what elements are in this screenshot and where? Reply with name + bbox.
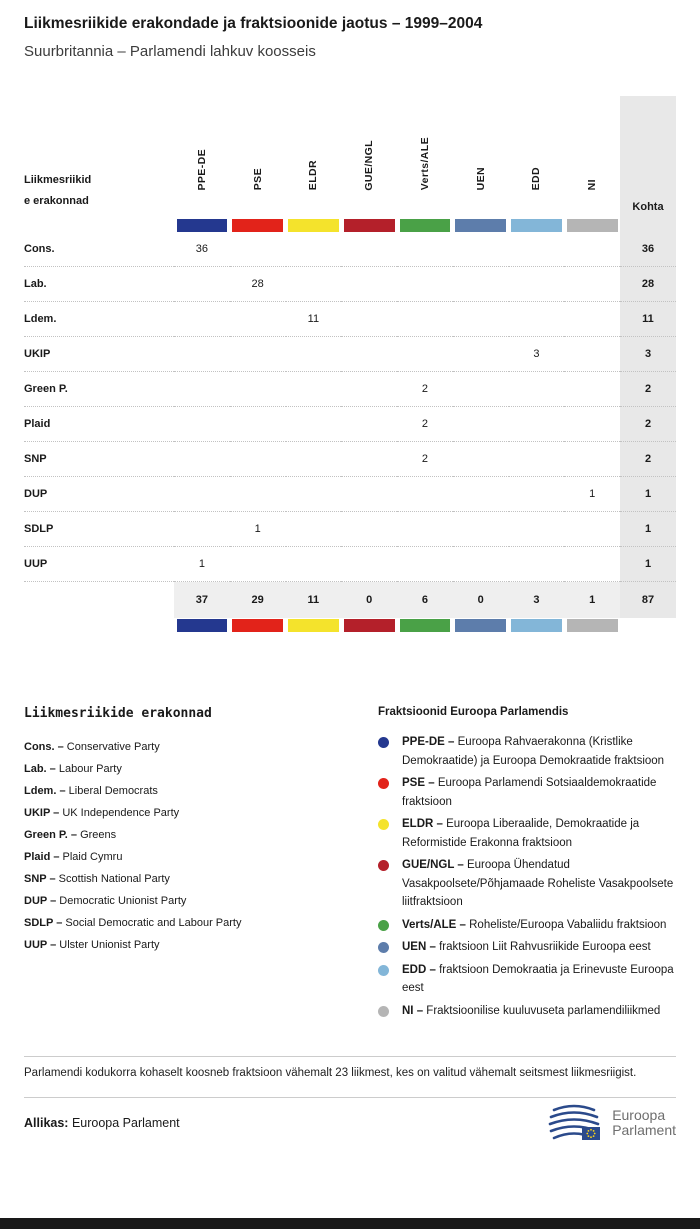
value-cell — [453, 442, 509, 477]
color-bar-NI — [567, 619, 618, 632]
group-desc: Roheliste/Euroopa Vabaliidu fraktsioon — [469, 918, 667, 931]
value-cell — [174, 302, 230, 337]
value-cell: 1 — [564, 477, 620, 512]
bar-row-spacer — [24, 618, 174, 632]
party-label: Cons. — [24, 232, 174, 267]
group-legend-item — [378, 733, 676, 770]
value-cell — [564, 337, 620, 372]
value-cell — [564, 407, 620, 442]
value-cell — [397, 302, 453, 337]
group-legend-title: Fraktsioonid Euroopa Parlamendis — [378, 706, 569, 719]
footnote: Parlamendi kodukorra kohaselt koosneb fraktsioon vähemalt 23 liikmest, kes on valitud vähemalt seitsmest liikmesriigist. — [24, 1067, 637, 1080]
value-cell — [509, 267, 565, 302]
party-label: Plaid — [24, 407, 174, 442]
value-cell — [509, 512, 565, 547]
bottom-bar — [0, 1218, 700, 1229]
party-name: UK Independence Party — [62, 807, 180, 820]
value-cell — [453, 267, 509, 302]
value-cell — [397, 267, 453, 302]
party-legend-item — [24, 868, 354, 890]
value-cell — [397, 477, 453, 512]
color-bar-cell — [230, 218, 286, 232]
value-cell — [453, 547, 509, 582]
value-cell: 1 — [174, 547, 230, 582]
group-desc: Fraktsioonilise kuuluvuseta parlamendiliikmed — [426, 1004, 661, 1017]
value-cell — [286, 547, 342, 582]
group-desc: Euroopa Parlamendi Sotsiaaldemokraatide fraktsioon — [402, 777, 657, 808]
party-abbr: Green P. – — [24, 829, 77, 842]
party-legend-item — [24, 846, 354, 868]
group-legend-item — [378, 774, 676, 811]
color-bar-cell — [564, 618, 620, 632]
value-cell — [397, 512, 453, 547]
color-bar-cell — [564, 218, 620, 232]
total-cell: 6 — [397, 582, 453, 618]
group-legend-item — [378, 938, 676, 957]
column-header-text: UEN — [474, 167, 487, 191]
column-header-kohta — [620, 96, 676, 218]
value-cell — [230, 302, 286, 337]
group-desc: fraktsioon Liit Rahvusriikide Euroopa eest — [439, 941, 651, 954]
color-bar-PSE — [232, 619, 283, 632]
group-legend-text — [402, 1002, 676, 1021]
value-cell — [509, 232, 565, 267]
group-legend-text — [402, 916, 676, 935]
color-bar-UEN — [455, 219, 506, 232]
color-bar-cell — [230, 618, 286, 632]
value-cell — [341, 232, 397, 267]
color-bar-cell — [286, 218, 342, 232]
kohta-value-cell: 11 — [620, 302, 676, 337]
group-color-dot — [378, 920, 389, 931]
value-cell — [341, 407, 397, 442]
group-legend-text — [402, 774, 676, 811]
kohta-value-cell: 3 — [620, 337, 676, 372]
total-cell: 0 — [341, 582, 397, 618]
column-header-NI — [564, 96, 620, 218]
value-cell — [453, 232, 509, 267]
bar-row-spacer — [24, 218, 174, 232]
group-legend-item — [378, 916, 676, 935]
kohta-value-cell: 2 — [620, 372, 676, 407]
kohta-value-cell: 2 — [620, 442, 676, 477]
party-name: Plaid Cymru — [62, 851, 123, 864]
value-cell — [341, 302, 397, 337]
party-abbr: UKIP – — [24, 807, 60, 820]
value-cell — [174, 407, 230, 442]
party-label: SDLP — [24, 512, 174, 547]
value-cell — [397, 337, 453, 372]
value-cell — [286, 512, 342, 547]
party-abbr: DUP – — [24, 895, 57, 908]
party-legend-item — [24, 780, 354, 802]
color-bar-cell — [397, 218, 453, 232]
value-cell — [286, 407, 342, 442]
value-cell — [230, 232, 286, 267]
value-cell — [397, 232, 453, 267]
party-label: DUP — [24, 477, 174, 512]
column-header-text: EDD — [530, 167, 543, 191]
value-cell — [341, 547, 397, 582]
color-bar-cell — [397, 618, 453, 632]
party-legend-item — [24, 912, 354, 934]
column-header-PSE — [230, 96, 286, 218]
value-cell — [286, 477, 342, 512]
column-header-GUE/NGL — [341, 96, 397, 218]
group-desc: Euroopa Ühendatud Vasakpoolsete/Põhjamaade Roheliste Vasakpoolsete liitfraktsioon — [402, 859, 674, 909]
party-label: UKIP — [24, 337, 174, 372]
group-legend-item — [378, 856, 676, 912]
party-name: Greens — [80, 829, 117, 842]
value-cell — [509, 442, 565, 477]
value-cell — [397, 547, 453, 582]
group-abbr: NI – — [402, 1004, 424, 1017]
page-title: Liikmesriikide erakondade ja fraktsioonide jaotus – 1999–2004 — [24, 15, 483, 32]
party-legend-item — [24, 758, 354, 780]
color-bar-cell — [453, 218, 509, 232]
party-name: Scottish National Party — [58, 873, 170, 886]
value-cell — [230, 477, 286, 512]
value-cell: 2 — [397, 372, 453, 407]
color-bar-ELDR — [288, 619, 339, 632]
value-cell — [286, 267, 342, 302]
color-bar-cell — [174, 218, 230, 232]
color-bar-cell — [509, 218, 565, 232]
value-cell — [174, 442, 230, 477]
color-bar-UEN — [455, 619, 506, 632]
color-bar-NI — [567, 219, 618, 232]
value-cell — [341, 267, 397, 302]
party-abbr: Cons. – — [24, 741, 64, 754]
distribution-table — [24, 96, 676, 632]
value-cell — [341, 442, 397, 477]
column-header-text: PSE — [251, 168, 264, 191]
group-desc: fraktsioon Demokraatia ja Erinevuste Euroopa eest — [402, 963, 674, 995]
value-cell — [341, 512, 397, 547]
value-cell — [174, 372, 230, 407]
value-cell — [230, 337, 286, 372]
ep-logo-line2: Parlament — [612, 1122, 676, 1139]
color-bar-PPE-DE — [177, 619, 228, 632]
value-cell — [564, 442, 620, 477]
value-cell — [564, 232, 620, 267]
party-abbr: Lab. – — [24, 763, 56, 776]
party-legend-item — [24, 736, 354, 758]
party-label: Green P. — [24, 372, 174, 407]
value-cell — [286, 232, 342, 267]
color-bar-PPE-DE — [177, 219, 228, 232]
party-legend-item — [24, 802, 354, 824]
group-legend-text — [402, 815, 676, 852]
total-cell: 3 — [509, 582, 565, 618]
party-legend — [24, 706, 354, 1024]
group-abbr: PPE-DE – — [402, 736, 455, 749]
party-name: Conservative Party — [66, 741, 160, 754]
group-legend-item — [378, 1002, 676, 1021]
group-abbr: ELDR – — [402, 818, 443, 831]
value-cell — [230, 407, 286, 442]
group-legend-items — [378, 733, 676, 1020]
party-name: Democratic Unionist Party — [59, 895, 187, 908]
color-bar-ELDR — [288, 219, 339, 232]
bar-row-spacer — [620, 618, 676, 632]
column-header-EDD — [509, 96, 565, 218]
party-label: Lab. — [24, 267, 174, 302]
kohta-value-cell: 1 — [620, 547, 676, 582]
value-cell: 2 — [397, 407, 453, 442]
value-cell — [341, 372, 397, 407]
color-bar-Verts/ALE — [400, 219, 451, 232]
group-legend-item — [378, 961, 676, 998]
color-bar-cell — [509, 618, 565, 632]
party-legend-item — [24, 824, 354, 846]
legends — [24, 706, 676, 1024]
value-cell — [453, 372, 509, 407]
value-cell — [286, 372, 342, 407]
party-label: SNP — [24, 442, 174, 477]
group-color-dot — [378, 819, 389, 830]
party-legend-items — [24, 736, 354, 956]
value-cell: 2 — [397, 442, 453, 477]
group-legend-item — [378, 815, 676, 852]
party-abbr: SNP – — [24, 873, 56, 886]
value-cell — [453, 302, 509, 337]
value-cell — [174, 267, 230, 302]
value-cell — [509, 372, 565, 407]
party-legend-item — [24, 890, 354, 912]
party-legend-item — [24, 934, 354, 956]
kohta-value-cell: 28 — [620, 267, 676, 302]
source-line — [24, 1116, 180, 1130]
value-cell — [453, 407, 509, 442]
column-header-Verts/ALE — [397, 96, 453, 218]
value-cell — [453, 512, 509, 547]
value-cell — [341, 477, 397, 512]
color-bar-cell — [341, 618, 397, 632]
value-cell — [564, 512, 620, 547]
value-cell: 28 — [230, 267, 286, 302]
ep-logo-text — [612, 1108, 676, 1139]
group-legend-text — [402, 856, 676, 912]
color-bar-cell — [453, 618, 509, 632]
group-legend-text — [402, 961, 676, 998]
group-desc: Euroopa Liberaalide, Demokraatide ja Reformistide Erakonna fraktsioon — [402, 818, 640, 849]
group-desc: Euroopa Rahvaerakonna (Kristlike Demokraatide) ja Euroopa Demokraatide fraktsioon — [402, 736, 665, 767]
value-cell — [509, 407, 565, 442]
value-cell — [564, 302, 620, 337]
group-color-dot — [378, 860, 389, 871]
row-header-label: Liikmesriikide erakonnad — [24, 174, 92, 208]
kohta-value-cell: 1 — [620, 512, 676, 547]
column-header-text: Verts/ALE — [418, 137, 431, 191]
value-cell — [230, 547, 286, 582]
party-name: Labour Party — [58, 763, 122, 776]
kohta-value-cell: 2 — [620, 407, 676, 442]
color-bar-cell — [341, 218, 397, 232]
value-cell: 11 — [286, 302, 342, 337]
value-cell — [174, 337, 230, 372]
column-header-text: NI — [586, 179, 599, 191]
value-cell — [174, 477, 230, 512]
value-cell: 36 — [174, 232, 230, 267]
color-bar-PSE — [232, 219, 283, 232]
group-legend — [354, 706, 676, 1024]
value-cell — [286, 442, 342, 477]
group-abbr: GUE/NGL – — [402, 859, 464, 872]
party-name: Liberal Democrats — [68, 785, 158, 798]
value-cell — [564, 267, 620, 302]
party-label: Ldem. — [24, 302, 174, 337]
kohta-value-cell: 1 — [620, 477, 676, 512]
color-bar-GUE/NGL — [344, 219, 395, 232]
value-cell — [230, 442, 286, 477]
bar-row-spacer — [620, 218, 676, 232]
total-cell: 29 — [230, 582, 286, 618]
group-color-dot — [378, 1006, 389, 1017]
value-cell — [174, 512, 230, 547]
value-cell — [453, 337, 509, 372]
value-cell — [509, 302, 565, 337]
group-color-dot — [378, 942, 389, 953]
total-cell: 11 — [286, 582, 342, 618]
ep-logo-line1: Euroopa — [612, 1106, 666, 1123]
source-value: Euroopa Parlament — [71, 1116, 180, 1131]
source-label: Allikas: — [24, 1116, 69, 1131]
color-bar-EDD — [511, 619, 562, 632]
value-cell: 3 — [509, 337, 565, 372]
column-header-ELDR — [286, 96, 342, 218]
group-legend-text — [402, 938, 676, 957]
party-legend-title: Liikmesriikide erakonnad — [24, 706, 212, 722]
color-bar-EDD — [511, 219, 562, 232]
column-header-PPE-DE — [174, 96, 230, 218]
value-cell — [230, 372, 286, 407]
color-bar-cell — [174, 618, 230, 632]
value-cell — [564, 372, 620, 407]
column-header-text: PPE-DE — [195, 148, 208, 191]
group-legend-text — [402, 733, 676, 770]
group-abbr: PSE – — [402, 777, 435, 790]
value-cell — [453, 477, 509, 512]
total-cell: 0 — [453, 582, 509, 618]
value-cell — [509, 547, 565, 582]
party-name: Ulster Unionist Party — [59, 939, 160, 952]
group-abbr: UEN – — [402, 941, 436, 954]
value-cell — [341, 337, 397, 372]
value-cell — [564, 547, 620, 582]
party-label: UUP — [24, 547, 174, 582]
ep-logo — [546, 1103, 676, 1143]
total-cell: 1 — [564, 582, 620, 618]
party-abbr: UUP – — [24, 939, 57, 952]
kohta-value-cell: 36 — [620, 232, 676, 267]
party-abbr: Plaid – — [24, 851, 60, 864]
group-abbr: Verts/ALE – — [402, 918, 466, 931]
divider-top — [24, 1056, 676, 1057]
totals-spacer — [24, 582, 174, 618]
kohta-total-cell: 87 — [620, 582, 676, 618]
party-abbr: SDLP – — [24, 917, 63, 930]
value-cell — [286, 337, 342, 372]
color-bar-GUE/NGL — [344, 619, 395, 632]
column-header-text: GUE/NGL — [363, 139, 376, 191]
ep-logo-icon — [546, 1103, 602, 1143]
group-abbr: EDD – — [402, 963, 436, 976]
color-bar-Verts/ALE — [400, 619, 451, 632]
column-header-UEN — [453, 96, 509, 218]
kohta-label: Kohta — [632, 201, 664, 214]
page-subtitle: Suurbritannia – Parlamendi lahkuv koosseis — [24, 43, 316, 61]
footer — [24, 1103, 676, 1143]
group-color-dot — [378, 965, 389, 976]
party-name: Social Democratic and Labour Party — [65, 917, 242, 930]
group-color-dot — [378, 737, 389, 748]
total-cell: 37 — [174, 582, 230, 618]
divider-bottom — [24, 1097, 676, 1098]
party-abbr: Ldem. – — [24, 785, 66, 798]
color-bar-cell — [286, 618, 342, 632]
column-header-text: ELDR — [307, 160, 320, 191]
group-color-dot — [378, 778, 389, 789]
value-cell — [509, 477, 565, 512]
value-cell: 1 — [230, 512, 286, 547]
